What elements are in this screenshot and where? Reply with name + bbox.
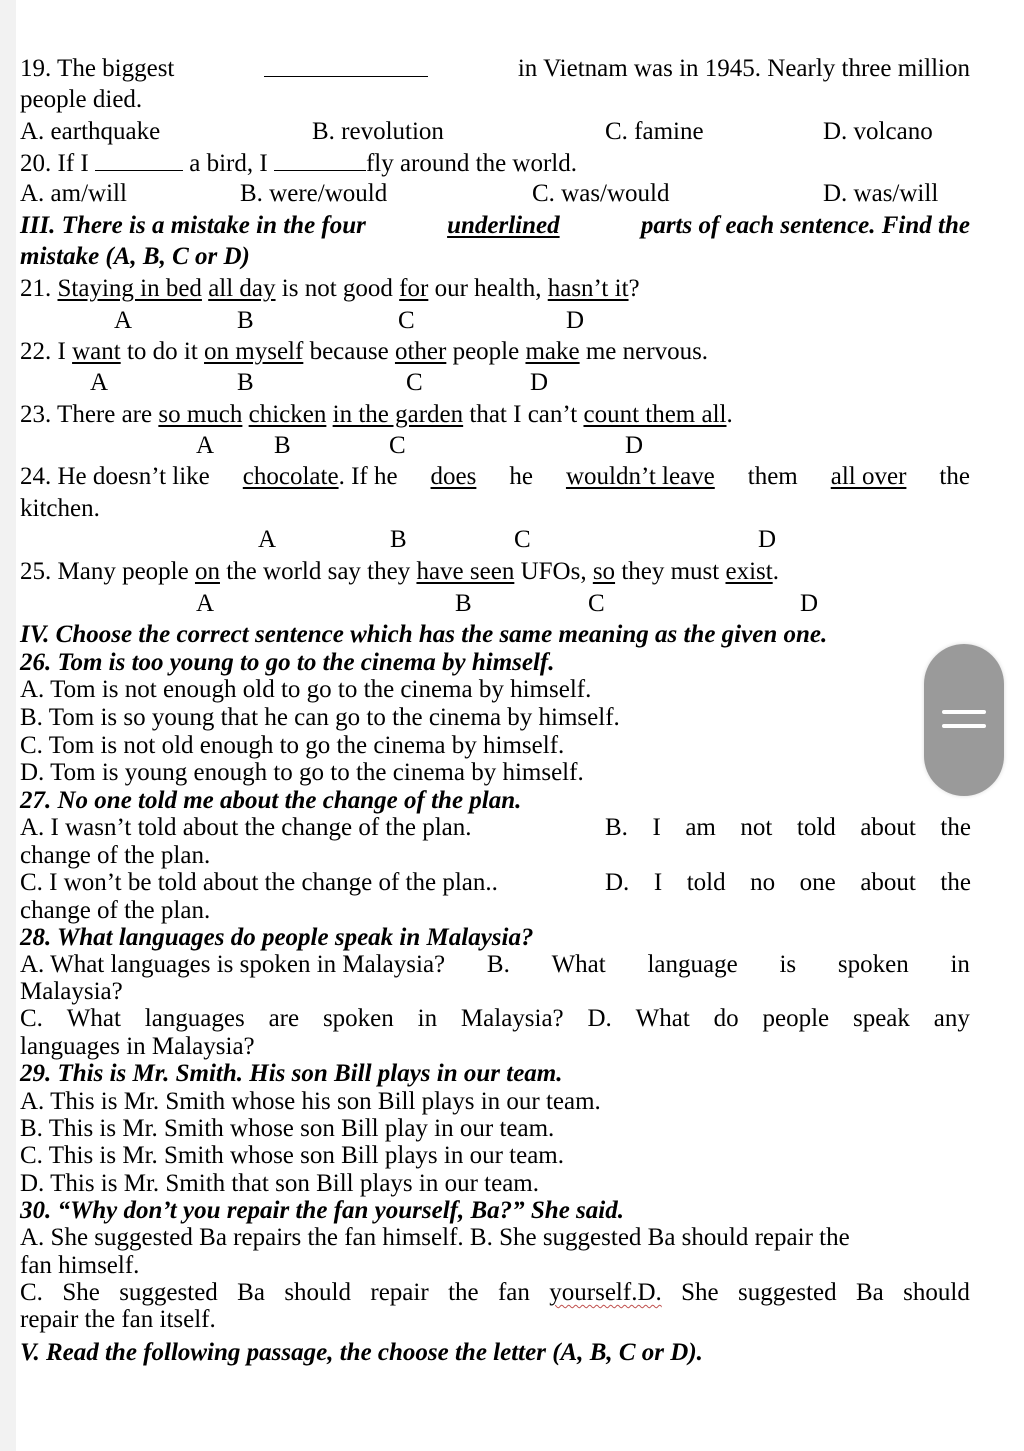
page-left-edge: [0, 0, 16, 1451]
q23-part-a: so much: [158, 401, 243, 428]
q30-stem: 30. “Why don’t you repair the fan yourself, Ba?” She said.: [20, 1197, 624, 1224]
q21-part-d: hasn’t it: [547, 275, 629, 302]
q29-option-d: D. This is Mr. Smith that son Bill plays in our team.: [20, 1170, 539, 1197]
section-3-title-line2: mistake (A, B, C or D): [20, 243, 250, 270]
q23-sentence: 23. There are so much chicken in the garden that I can’t count them all.: [20, 401, 733, 428]
q22-letter-b: B: [237, 369, 254, 396]
q25-letter-a: A: [196, 590, 215, 617]
q22-sentence: 22. I want to do it on myself because other people make me nervous.: [20, 338, 709, 365]
q24-part-c: wouldn’t leave: [565, 463, 715, 490]
q27-option-c: C. I won’t be told about the change of the plan..: [20, 869, 498, 896]
q25-part-a: on: [194, 558, 220, 585]
q23-part-b: chicken: [248, 401, 327, 428]
q26-option-c: C. Tom is not old enough to go the cinema by himself.: [20, 732, 565, 759]
q21-part-a: Staying in bed: [57, 275, 202, 302]
q21-letter-b: B: [237, 307, 254, 334]
q19-text-end: in Vietnam was in 1945. Nearly three million: [517, 55, 970, 82]
q21-letter-c: C: [398, 307, 415, 334]
q25-letter-d: D: [800, 590, 819, 617]
q20-option-c: C. was/would: [532, 180, 670, 207]
q24-part-b: does: [430, 463, 477, 490]
q19-option-a: A. earthquake: [20, 118, 161, 145]
q30-options-ab: A. She suggested Ba repairs the fan himself. B. She suggested Ba should repair the: [20, 1224, 850, 1251]
q22-part-a: want: [72, 338, 121, 365]
q28-options-cd-line2: languages in Malaysia?: [20, 1033, 255, 1060]
q25-letter-c: C: [588, 590, 605, 617]
q24-letter-d: D: [758, 526, 777, 553]
q22-part-d: make: [525, 338, 580, 365]
q23-part-d: count them all: [583, 401, 727, 428]
q30-options-cd-line2: repair the fan itself.: [20, 1306, 216, 1333]
q20-option-b: B. were/would: [240, 180, 388, 207]
q19-stem-line2: people died.: [20, 86, 143, 113]
q22-letter-a: A: [90, 369, 109, 396]
q29-option-a: A. This is Mr. Smith whose his son Bill plays in our team.: [20, 1088, 601, 1115]
q27-option-a: A. I wasn’t told about the change of the plan.: [20, 814, 472, 841]
section-4-title: IV. Choose the correct sentence which has the same meaning as the given one.: [20, 621, 828, 648]
q21-letter-d: D: [566, 307, 585, 334]
q20-option-d: D. was/will: [823, 180, 939, 207]
q22-part-c: other: [394, 338, 447, 365]
q24-sentence-line2: kitchen.: [20, 495, 100, 522]
q25-part-d: exist: [725, 558, 773, 585]
section-5-title: V. Read the following passage, the choose the letter (A, B, C or D).: [20, 1339, 703, 1366]
q27-stem: 27. No one told me about the change of the plan.: [20, 787, 522, 814]
q23-letter-d: D: [625, 432, 644, 459]
q20-stem: 20. If I a bird, I fly around the world.: [20, 150, 577, 177]
q27-option-b-line2: change of the plan.: [20, 842, 211, 869]
q19-option-d: D. volcano: [823, 118, 933, 145]
section-3-title-line1: III. There is a mistake in the four underlined parts of each sentence. Find the: [20, 212, 970, 239]
q22-letter-d: D: [530, 369, 549, 396]
q24-part-a: chocolate: [242, 463, 339, 490]
q25-sentence: 25. Many people on the world say they have seen UFOs, so they must exist.: [20, 558, 779, 585]
q25-part-c: so: [592, 558, 616, 585]
q24-letter-c: C: [514, 526, 531, 553]
q30-options-cd: C. She suggested Ba should repair the fan yourself.D. She suggested Ba should: [20, 1279, 970, 1306]
grip-icon-line: [942, 724, 986, 728]
q19-option-b: B. revolution: [312, 118, 444, 145]
q19-option-c: C. famine: [605, 118, 704, 145]
q28-options-ab: A. What languages is spoken in Malaysia? B. What language is spoken in: [20, 951, 970, 978]
q19-blank: [264, 54, 428, 77]
q22-part-b: on myself: [204, 338, 304, 365]
q21-part-b: all day: [208, 275, 276, 302]
grip-icon: [942, 710, 986, 714]
q20-option-a: A. am/will: [20, 180, 127, 207]
q23-letter-b: B: [274, 432, 291, 459]
spellcheck-underline: yourself.D.: [549, 1279, 662, 1306]
q25-part-b: have seen: [416, 558, 515, 585]
q26-option-a: A. Tom is not enough old to go to the cinema by himself.: [20, 676, 592, 703]
q20-blank-2: [274, 148, 366, 171]
q26-stem: 26. Tom is too young to go to the cinema by himself.: [20, 649, 555, 676]
q21-letter-a: A: [114, 307, 133, 334]
q28-stem: 28. What languages do people speak in Malaysia?: [20, 924, 534, 951]
q22-letter-c: C: [406, 369, 423, 396]
drag-handle[interactable]: [924, 644, 1004, 796]
q19-stem-line1: [20, 54, 970, 84]
q27-option-d-line2: change of the plan.: [20, 897, 211, 924]
q24-part-d: all over: [830, 463, 907, 490]
q27-option-b: B. I am not told about the: [605, 814, 971, 841]
q25-letter-b: B: [455, 590, 472, 617]
q28-options-cd: C. What languages are spoken in Malaysia? D. What do people speak any: [20, 1005, 970, 1032]
q24-letter-b: B: [390, 526, 407, 553]
q23-letter-a: A: [196, 432, 215, 459]
q19-text-start: 19. The biggest: [20, 55, 175, 82]
q24-sentence-line1: 24. He doesn’t like chocolate. If he does he wouldn’t leave them all over the: [20, 463, 970, 490]
q29-option-c: C. This is Mr. Smith whose son Bill plays in our team.: [20, 1142, 565, 1169]
q23-part-c: in the garden: [332, 401, 464, 428]
q28-options-ab-line2: Malaysia?: [20, 978, 123, 1005]
q30-options-ab-line2: fan himself.: [20, 1252, 140, 1279]
q23-letter-c: C: [389, 432, 406, 459]
q21-sentence: 21. Staying in bed all day is not good for our health, hasn’t it?: [20, 275, 640, 302]
q29-stem: 29. This is Mr. Smith. His son Bill plays in our team.: [20, 1060, 563, 1087]
q21-part-c: for: [399, 275, 429, 302]
q20-blank-1: [95, 148, 183, 171]
q26-option-b: B. Tom is so young that he can go to the cinema by himself.: [20, 704, 620, 731]
q26-option-d: D. Tom is young enough to go to the cinema by himself.: [20, 759, 584, 786]
q24-letter-a: A: [258, 526, 277, 553]
q27-option-d: D. I told no one about the: [605, 869, 971, 896]
q29-option-b: B. This is Mr. Smith whose son Bill play in our team.: [20, 1115, 555, 1142]
